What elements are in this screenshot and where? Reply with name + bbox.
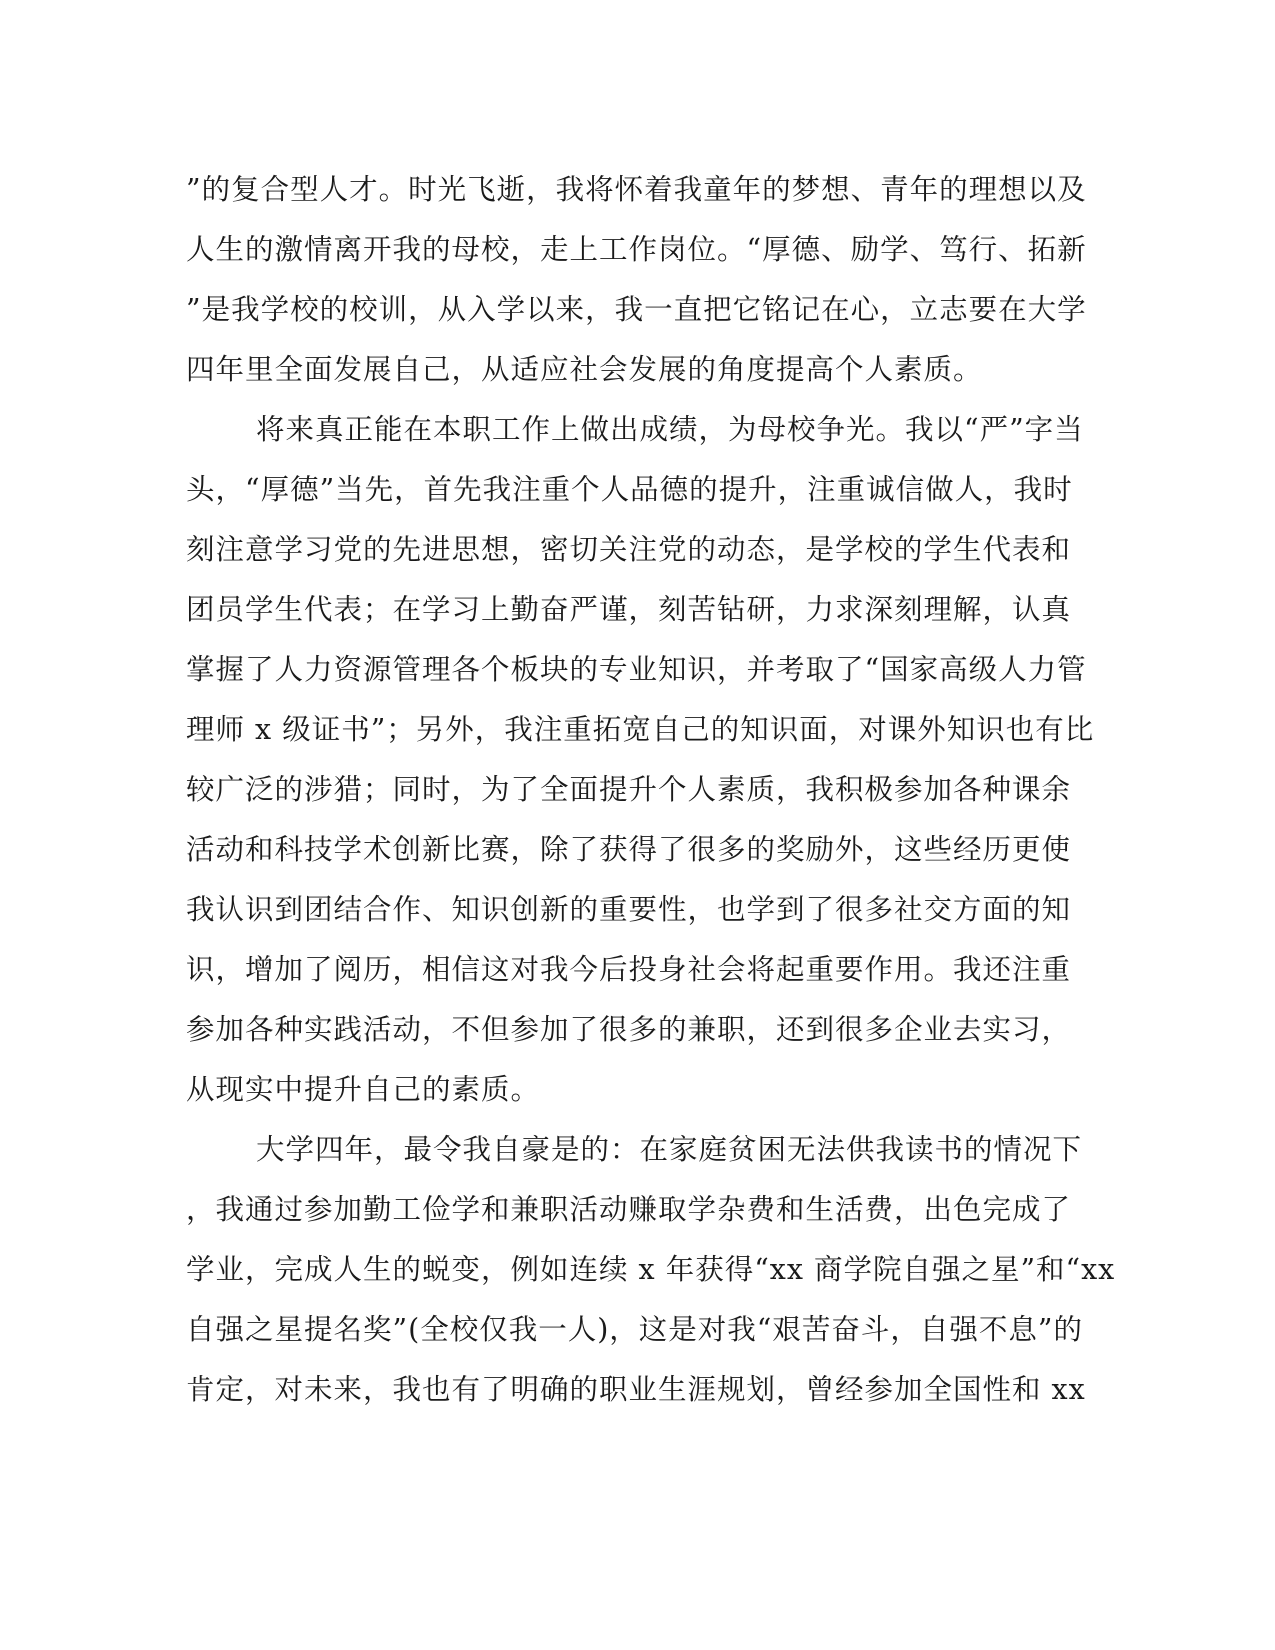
text-line: 掌握了人力资源管理各个板块的专业知识，并考取了“国家高级人力管 bbox=[186, 653, 1087, 686]
text-line: 团员学生代表；在学习上勤奋严谨，刻苦钻研，力求深刻理解，认真 bbox=[186, 593, 1072, 626]
text-line: 肯定，对未来，我也有了明确的职业生涯规划，曾经参加全国性和 xx bbox=[186, 1373, 1086, 1406]
body-text bbox=[186, 160, 1116, 1420]
text-line: 刻注意学习党的先进思想，密切关注党的动态，是学校的学生代表和 bbox=[186, 533, 1072, 566]
text-line: 识，增加了阅历，相信这对我今后投身社会将起重要作用。我还注重 bbox=[186, 953, 1072, 986]
text-line: 理师 x 级证书”；另外，我注重拓宽自己的知识面，对课外知识也有比 bbox=[186, 713, 1095, 746]
text-line: 学业，完成人生的蜕变，例如连续 x 年获得“xx 商学院自强之星”和“xx bbox=[186, 1253, 1116, 1286]
text-line: 头，“厚德”当先，首先我注重个人品德的提升，注重诚信做人，我时 bbox=[186, 473, 1073, 506]
text-line: ”是我学校的校训，从入学以来，我一直把它铭记在心，立志要在大学 bbox=[186, 293, 1087, 326]
text-line: ”的复合型人才。时光飞逝，我将怀着我童年的梦想、青年的理想以及 bbox=[186, 173, 1087, 206]
text-line: 活动和科技学术创新比赛，除了获得了很多的奖励外，这些经历更使 bbox=[186, 833, 1072, 866]
text-line: 我认识到团结合作、知识创新的重要性，也学到了很多社交方面的知 bbox=[186, 893, 1072, 926]
text-line: 自强之星提名奖”(全校仅我一人)，这是对我“艰苦奋斗，自强不息”的 bbox=[186, 1313, 1083, 1346]
text-line: 从现实中提升自己的素质。 bbox=[186, 1073, 541, 1106]
text-line: 人生的激情离开我的母校，走上工作岗位。“厚德、励学、笃行、拓新 bbox=[186, 233, 1087, 266]
text-line: ，我通过参加勤工俭学和兼职活动赚取学杂费和生活费，出色完成了 bbox=[186, 1193, 1072, 1226]
text-line: 较广泛的涉猎；同时，为了全面提升个人素质，我积极参加各种课余 bbox=[186, 773, 1072, 806]
text-line: 参加各种实践活动，不但参加了很多的兼职，还到很多企业去实习， bbox=[186, 1013, 1072, 1046]
text-line: 四年里全面发展自己，从适应社会发展的角度提高个人素质。 bbox=[186, 353, 983, 386]
text-line: 大学四年，最令我自豪是的：在家庭贫困无法供我读书的情况下 bbox=[256, 1133, 1083, 1166]
text-line: 将来真正能在本职工作上做出成绩，为母校争光。我以“严”字当 bbox=[256, 413, 1084, 446]
